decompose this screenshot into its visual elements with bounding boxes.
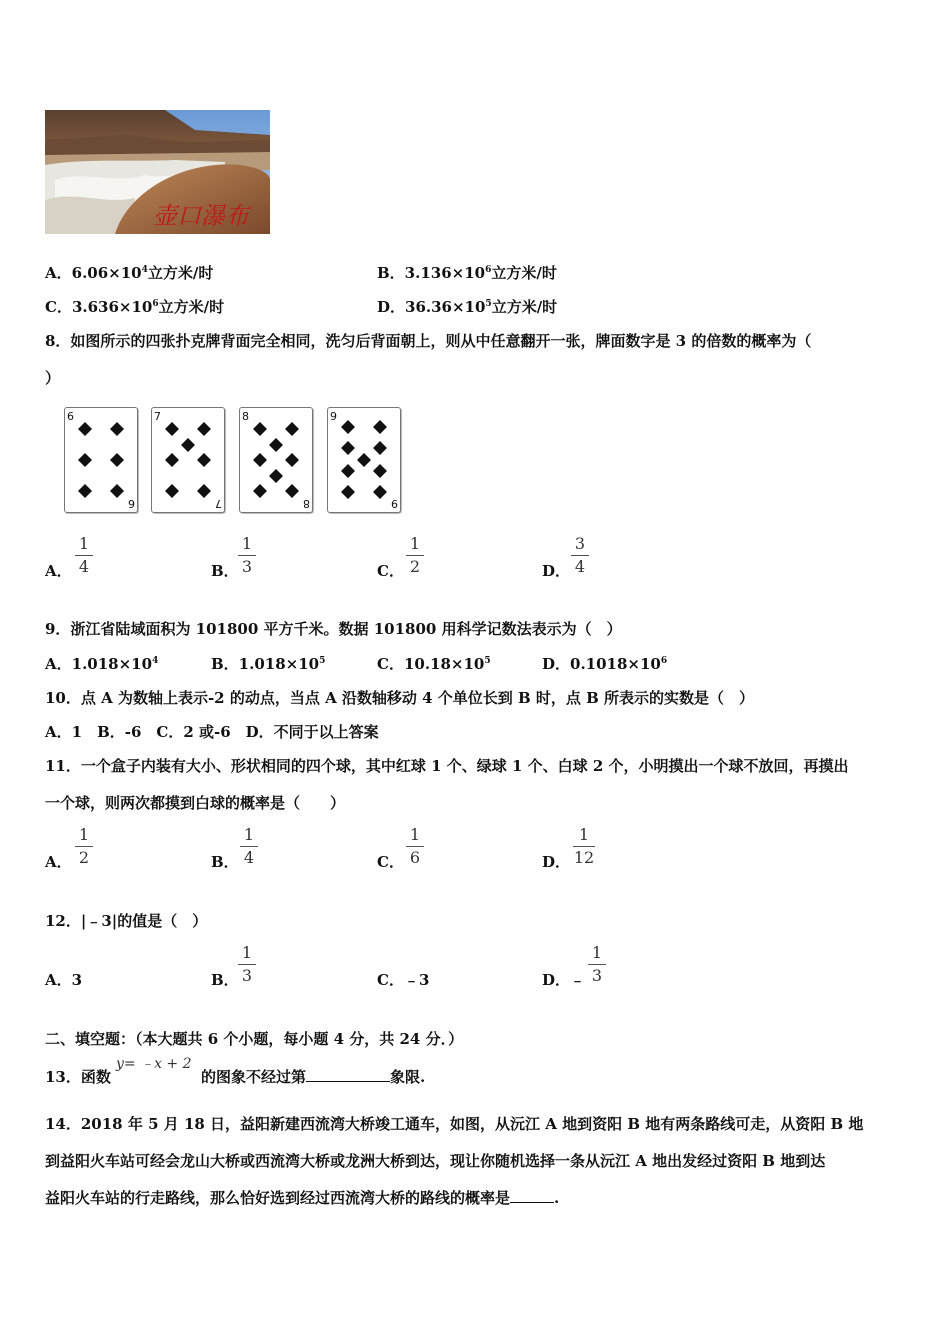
q12-option-d-fraction: 1 3 <box>585 944 609 985</box>
q8-option-c[interactable]: C． <box>377 562 404 580</box>
q12-option-b-fraction: 1 3 <box>235 944 259 985</box>
q7-option-a[interactable]: A．$6.06\times 10^4$立方米/时 <box>45 264 214 282</box>
q12-option-c[interactable]: C．﹣3 <box>377 971 430 989</box>
q12-option-b[interactable]: B． <box>211 971 239 989</box>
diamond-icon <box>269 469 283 483</box>
q9-option-c[interactable]: C．$10.18\times 10^5$ <box>377 655 491 673</box>
diamond-icon <box>78 422 92 436</box>
diamond-icon <box>197 453 211 467</box>
diamond-icon <box>78 453 92 467</box>
diamond-icon <box>357 453 371 467</box>
q14-stem-line2: 到益阳火车站可经会龙山大桥或西流湾大桥或龙洲大桥到达，现让你随机选择一条从沅江 A 地出发经过资阳 B 地到达 <box>45 1152 826 1170</box>
q11-option-c-fraction: 1 6 <box>403 826 427 867</box>
diamond-icon <box>285 484 299 498</box>
diamond-icon <box>269 438 283 452</box>
q9-stem: 9．浙江省陆域面积为 101800 平方千米。数据 101800 用科学记数法表示为（ ） <box>45 620 622 638</box>
q8-option-a-fraction: 1 4 <box>72 535 96 576</box>
q11-option-d[interactable]: D． <box>542 853 571 871</box>
waterfall-photo <box>45 110 270 234</box>
q8-option-d[interactable]: D． <box>542 562 571 580</box>
playing-card-9: 9 9 <box>327 407 401 513</box>
diamond-icon <box>165 453 179 467</box>
q14-answer-blank[interactable] <box>510 1202 554 1203</box>
q12-option-a[interactable]: A．3 <box>45 971 83 989</box>
q8-stem-line2: ） <box>45 369 61 387</box>
q12-stem: 12．|﹣3|的值是（ ） <box>45 912 208 930</box>
diamond-icon <box>110 453 124 467</box>
q10-options[interactable]: A．1 B．-6 C．2 或-6 D．不同于以上答案 <box>45 723 379 741</box>
q14-stem-line1: 14．2018 年 5 月 18 日，益阳新建西流湾大桥竣工通车，如图，从沅江 A 地到资阳 B 地有两条路线可走，从资阳 B 地 <box>45 1115 864 1133</box>
diamond-icon <box>253 453 267 467</box>
q8-option-b-fraction: 1 3 <box>235 535 259 576</box>
diamond-icon <box>285 422 299 436</box>
diamond-icon <box>373 420 387 434</box>
diamond-icon <box>341 464 355 478</box>
q11-stem-line2: 一个球，则两次都摸到白球的概率是（ ） <box>45 794 346 812</box>
diamond-icon <box>197 484 211 498</box>
q10-stem: 10．点 A 为数轴上表示-2 的动点，当点 A 沿数轴移动 4 个单位长到 B 时，点 B 所表示的实数是（ ） <box>45 689 755 707</box>
diamond-icon <box>110 484 124 498</box>
q11-option-c[interactable]: C． <box>377 853 404 871</box>
diamond-icon <box>341 420 355 434</box>
section-2-heading: 二、填空题：（本大题共 6 个小题，每小题 4 分，共 24 分．） <box>45 1030 464 1048</box>
diamond-icon <box>110 422 124 436</box>
q7-option-c[interactable]: C．$3.636\times 10^6$立方米/时 <box>45 298 225 316</box>
q8-option-a[interactable]: A． <box>45 562 72 580</box>
q11-option-b[interactable]: B． <box>211 853 239 871</box>
diamond-icon <box>253 484 267 498</box>
q13-answer-blank[interactable] <box>306 1081 390 1082</box>
q14-stem-line3: 益阳火车站的行走路线，那么恰好选到经过西流湾大桥的路线的概率是 . <box>45 1189 560 1207</box>
q11-stem-line1: 11．一个盒子内装有大小、形状相同的四个球，其中红球 1 个、绿球 1 个、白球 2 个，小明摸出一个球不放回，再摸出 <box>45 757 849 775</box>
diamond-icon <box>165 484 179 498</box>
diamond-icon <box>285 453 299 467</box>
q8-option-c-fraction: 1 2 <box>403 535 427 576</box>
q13-prefix: 13．函数 <box>45 1068 111 1086</box>
q11-option-a[interactable]: A． <box>45 853 72 871</box>
q7-option-b[interactable]: B．$3.136\times 10^6$立方米/时 <box>377 264 557 282</box>
diamond-icon <box>165 422 179 436</box>
q9-option-b[interactable]: B．$1.018\times 10^5$ <box>211 655 326 673</box>
diamond-icon <box>373 464 387 478</box>
q11-option-d-fraction: 1 12 <box>573 825 595 867</box>
waterfall-caption: 壶口瀑布 <box>153 202 249 230</box>
diamond-icon <box>197 422 211 436</box>
diamond-icon <box>253 422 267 436</box>
playing-card-7: 7 7 <box>151 407 225 513</box>
diamond-icon <box>341 441 355 455</box>
diamond-icon <box>78 484 92 498</box>
q9-option-d[interactable]: D．$0.1018\times 10^6$ <box>542 655 668 673</box>
q12-option-d[interactable]: D．﹣ <box>542 971 586 989</box>
diamond-icon <box>181 438 195 452</box>
q8-option-b[interactable]: B． <box>211 562 239 580</box>
q13-suffix: 的图象不经过第 象限. <box>201 1068 426 1086</box>
playing-card-8: 8 8 <box>239 407 313 513</box>
q11-option-a-fraction: 1 2 <box>72 826 96 867</box>
q8-option-d-fraction: 3 4 <box>568 535 592 576</box>
diamond-icon <box>341 485 355 499</box>
q8-stem-line1: 8．如图所示的四张扑克牌背面完全相同，洗匀后背面朝上，则从中任意翻开一张，牌面数字是 3 的倍数的概率为（ <box>45 332 812 350</box>
q7-option-d[interactable]: D．$36.36\times 10^5$立方米/时 <box>377 298 558 316</box>
diamond-icon <box>373 485 387 499</box>
playing-card-6: 6 6 <box>64 407 138 513</box>
q13-formula: y= ﹣x + 2 <box>116 1056 192 1072</box>
diamond-icon <box>373 441 387 455</box>
q11-option-b-fraction: 1 4 <box>237 826 261 867</box>
q9-option-a[interactable]: A．$1.018\times 10^4$ <box>45 655 159 673</box>
